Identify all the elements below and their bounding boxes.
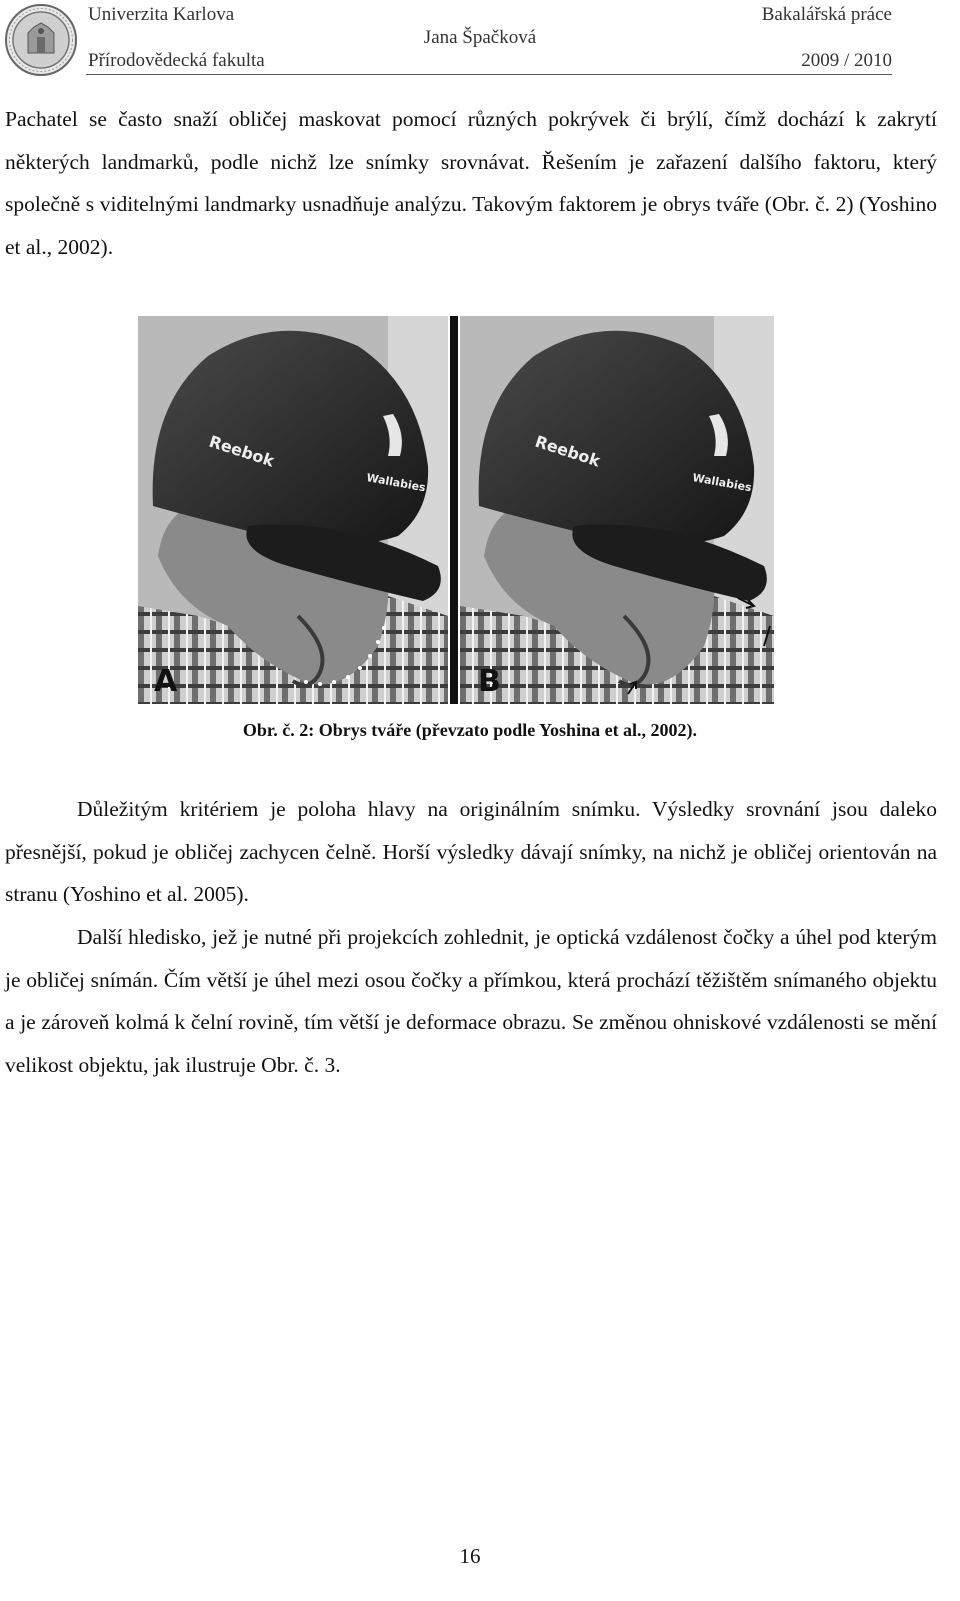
paragraph-1: Pachatel se často snaží obličej maskovat pomocí různých pokrývek či brýlí, čímž dochází k zakrytí některých landmarků, podle nichž lze snímky srovnávat. Řešením je zařazení dalšího faktoru, který společně s viditelnými landmarky usnadňuje analýzu. Takovým faktorem je obrys tváře (Obr. č. 2) (Yoshino et al., 2002). <box>5 107 937 259</box>
panel-divider <box>450 316 458 704</box>
page-header <box>0 0 960 76</box>
page-number: 16 <box>459 1544 481 1568</box>
panel-a-label: A <box>154 664 178 699</box>
figure-caption: Obr. č. 2: Obrys tváře (převzato podle Yoshina et al., 2002). <box>242 720 698 740</box>
header-thesis-type: Bakalářská práce <box>761 4 892 25</box>
face-outline-photo <box>138 316 774 704</box>
panel-b <box>460 316 774 704</box>
header-rule <box>86 74 892 75</box>
panel-b-label: B <box>478 664 501 699</box>
header-author: Jana Špačková <box>423 27 537 48</box>
panel-a <box>138 316 448 704</box>
cap-logo-brand-a: Reebok <box>206 431 277 471</box>
cap-logo-team-b: Wallabies <box>691 471 753 495</box>
header-year: 2009 / 2010 <box>801 50 892 71</box>
paragraph-3: Další hledisko, jež je nutné při projekcích zohlednit, je optická vzdálenost čočky a úhel pod kterým je obličej snímán. Čím větší je úhel mezi osou čočky a přímkou, která prochází těžištěm snímaného objektu a je zároveň kolmá k čelní rovině, tím větší je deformace obrazu. Se změnou ohniskové vzdálenosti se mění velikost objektu, jak ilustruje Obr. č. 3. <box>5 925 937 1077</box>
cap-logo-team-a: Wallabies <box>365 471 427 495</box>
cap-logo-brand-b: Reebok <box>532 431 603 471</box>
header-university: Univerzita Karlova <box>88 4 235 25</box>
figure-face-outline <box>138 316 774 704</box>
header-faculty: Přírodovědecká fakulta <box>88 50 265 71</box>
paragraph-2: Důležitým kritériem je poloha hlavy na originálním snímku. Výsledky srovnání jsou daleko přesnější, pokud je obličej zachycen čelně. Horší výsledky dávají snímky, na nichž je obličej orientován na stranu (Yoshino et al. 2005). <box>5 797 937 906</box>
